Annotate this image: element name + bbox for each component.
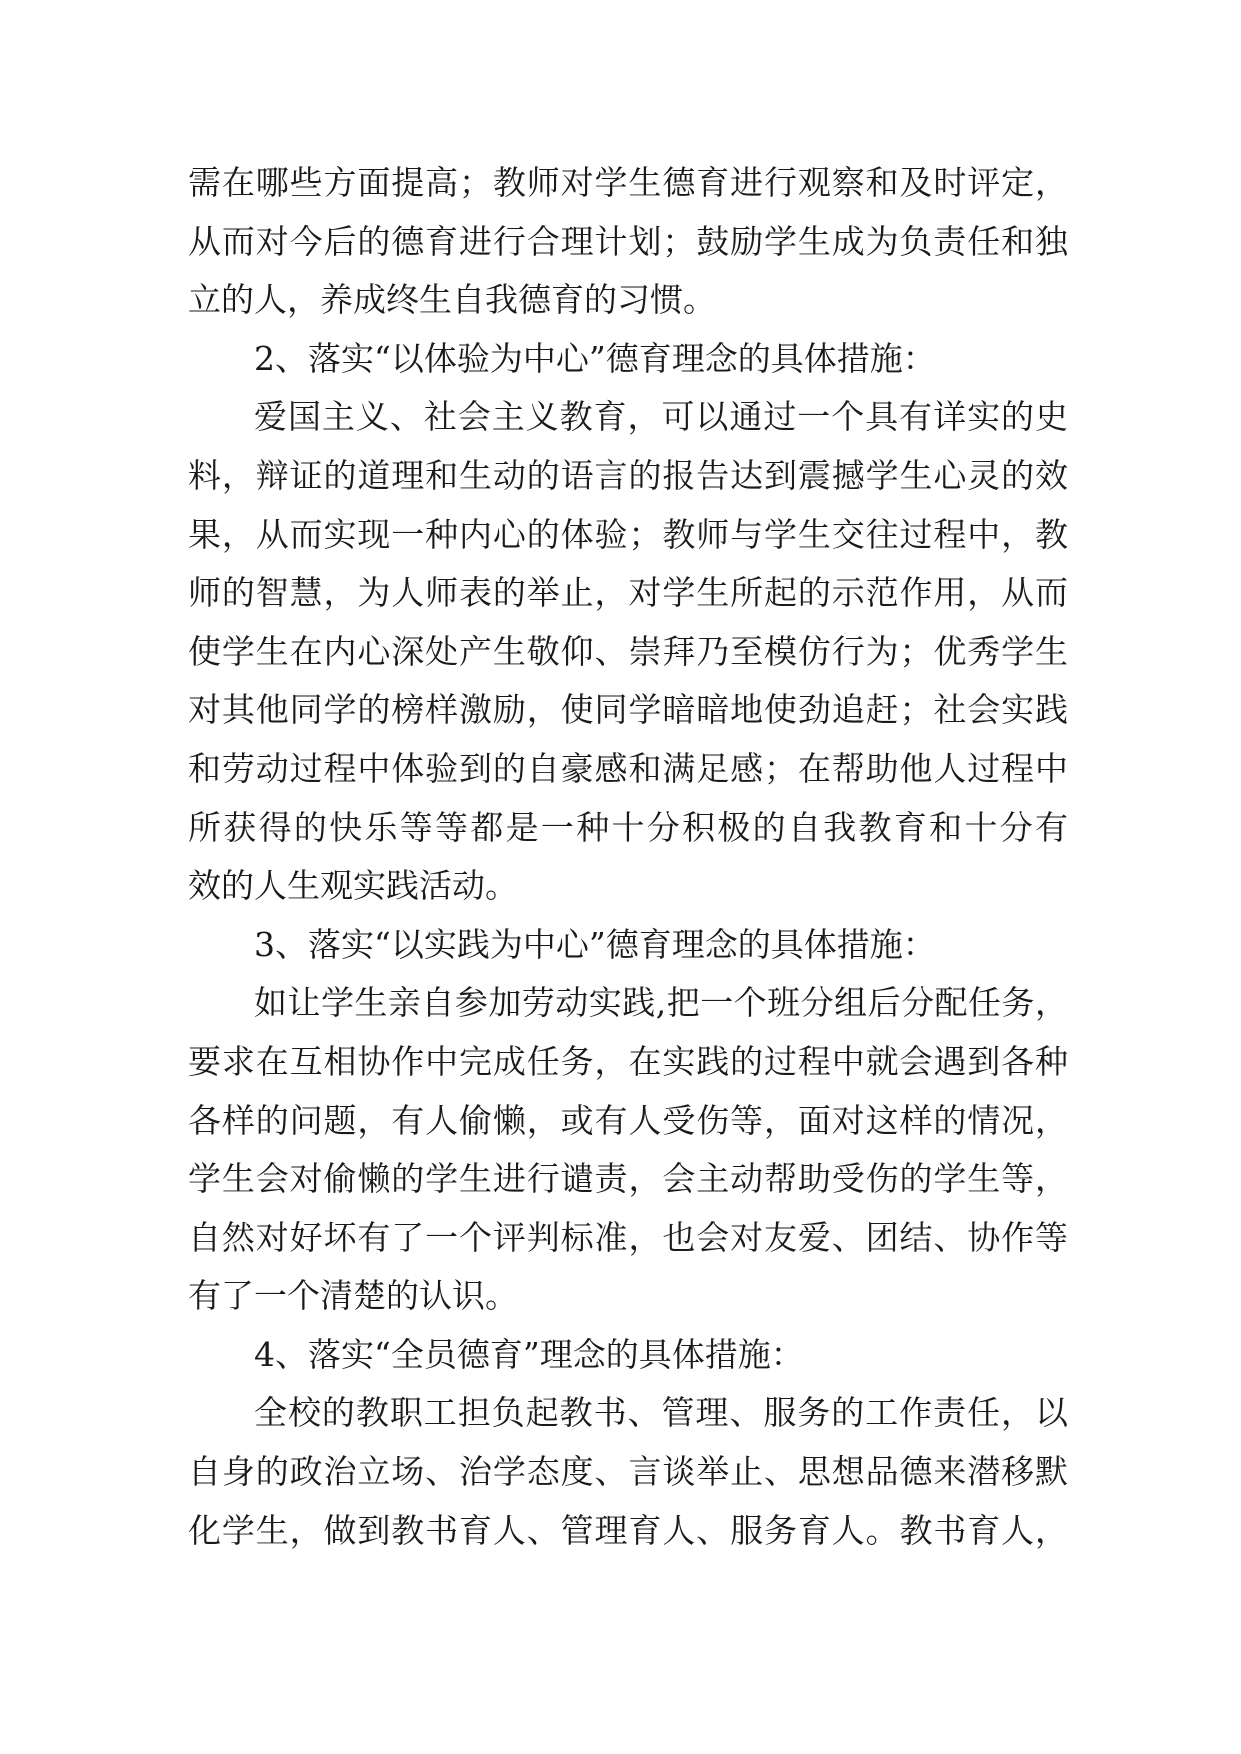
text-line: 有了一个清楚的认识。 [188, 1276, 518, 1316]
text-line: 果，从而实现一种内心的体验；教师与学生交往过程中，教 [188, 514, 1068, 554]
text-line: 效的人生观实践活动。 [188, 866, 518, 906]
text-line: 自身的政治立场、治学态度、言谈举止、思想品德来潜移默 [188, 1452, 1068, 1492]
text-line: 立的人，养成终生自我德育的习惯。 [188, 280, 716, 320]
text-line: 4、落实“全员德育”理念的具体措施： [254, 1334, 804, 1374]
text-line: 从而对今后的德育进行合理计划；鼓励学生成为负责任和独 [188, 221, 1068, 261]
text-line: 料，辩证的道理和生动的语言的报告达到震撼学生心灵的效 [188, 455, 1068, 495]
text-line: 需在哪些方面提高；教师对学生德育进行观察和及时评定， [188, 163, 1068, 202]
text-line: 使学生在内心深处产生敬仰、崇拜乃至模仿行为；优秀学生 [188, 631, 1068, 671]
text-line: 爱国主义、社会主义教育，可以通过一个具有详实的史 [254, 397, 1068, 437]
text-line: 各样的问题，有人偷懒，或有人受伤等，面对这样的情况， [188, 1100, 1068, 1140]
body-text [188, 154, 1068, 1560]
text-line: 师的智慧，为人师表的举止，对学生所起的示范作用，从而 [188, 573, 1068, 613]
text-line: 对其他同学的榜样激励，使同学暗暗地使劲追赶；社会实践 [188, 690, 1068, 730]
text-line: 化学生，做到教书育人、管理育人、服务育人。教书育人， [188, 1510, 1068, 1550]
text-line: 要求在互相协作中完成任务，在实践的过程中就会遇到各种 [188, 1041, 1068, 1081]
text-line: 所获得的快乐等等都是一种十分积极的自我教育和十分有 [188, 807, 1068, 847]
text-line: 学生会对偷懒的学生进行谴责，会主动帮助受伤的学生等， [188, 1159, 1068, 1199]
text-line: 2、落实“以体验为中心”德育理念的具体措施： [254, 338, 936, 378]
text-line: 3、落实“以实践为中心”德育理念的具体措施： [254, 924, 936, 964]
text-line: 和劳动过程中体验到的自豪感和满足感；在帮助他人过程中 [188, 748, 1068, 788]
text-line: 自然对好坏有了一个评判标准，也会对友爱、团结、协作等 [188, 1217, 1068, 1257]
text-line: 如让学生亲自参加劳动实践,把一个班分组后分配任务， [254, 983, 1068, 1023]
text-line: 全校的教职工担负起教书、管理、服务的工作责任，以 [254, 1393, 1068, 1433]
